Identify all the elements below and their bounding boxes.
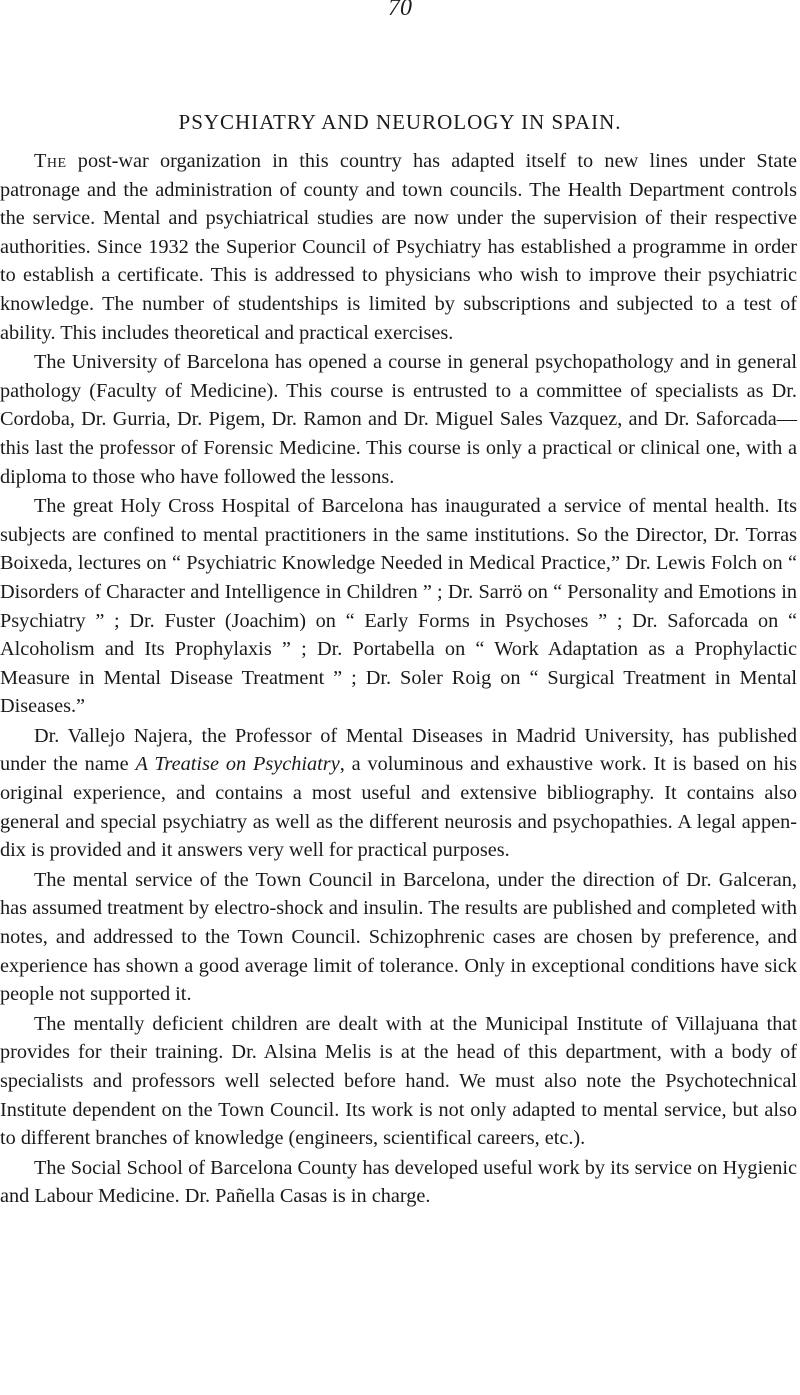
article-body <box>0 147 797 1212</box>
paragraph-text: , a voluminous and exhaustive work. It is based on his original experience, and contains a most useful and extensive bibliography. It contains also general and special psychiatry as well as the different neurosis and psychopathies. A legal appendix is provided and it answers very well for practical purposes. <box>0 753 797 862</box>
paragraph <box>0 147 797 347</box>
paragraph: The great Holy Cross Hospital of Barcelona has inaugurated a service of mental health. Its subjects are confined to mental practitioners in the same institutions. So the Director, Dr. Torras Boixeda, lectures on “ Psychiatric Knowledge Needed in Medical Practice,” Dr. Lewis Folch on “ Disorders of Character and Intelligence in Children ” ; Dr. Sarrö on “ Personality and Emotions in Psychiatry ” ; Dr. Fuster (Joachim) on “ Early Forms in Psychoses ” ; Dr. Saforcada on “ Alcoholism and Its Prophylaxis ” ; Dr. Portabella on “ Work Adaptation as a Prophylactic Measure in Mental Disease Treatment ” ; Dr. Soler Roig on “ Surgical Treatment in Mental Diseases.” <box>0 495 797 718</box>
paragraph: The Social School of Barcelona County has developed useful work by its service on Hygienic and Labour Medicine. Dr. Pañella Casas is in charge. <box>0 1156 797 1208</box>
paragraph: The mental service of the Town Council in Barcelona, under the direction of Dr. Galceran, has assumed treatment by electro-shock and insulin. The results are published and completed with notes, and addressed to the Town Council. Schizophrenic cases are chosen by preference, and experience has shown a good average limit of tolerance. Only in exceptional conditions have sick people not supported it. <box>0 868 797 1006</box>
article-title: PSYCHIATRY AND NEUROLOGY IN SPAIN. <box>178 110 622 134</box>
paragraph: The University of Barcelona has opened a course in general psychopathology and in general pathology (Faculty of Medicine). This course is entrusted to a committee of specialists as Dr. Cordoba, Dr. Gurria, Dr. Pigem, Dr. Ramon and Dr. Miguel Sales Vazquez, and Dr. Saforcada—this last the professor of Forensic Medicine. This course is only a practical or clinical one, with a diploma to those who have followed the lessons. <box>0 351 797 488</box>
paragraph: The mentally deficient children are dealt with at the Municipal Institute of Villajuana that provides for their training. Dr. Alsina Melis is at the head of this department, with a body of specialists and professors well selected before hand. We must also note the Psychotechnical Institute dependent on the Town Council. Its work is not only adapted to mental service, but also to different branches of knowledge (engineers, scientifical careers, etc.). <box>0 1012 797 1150</box>
page-number: 70 <box>388 0 412 21</box>
paragraph-text: post-war organization in this country has adapted itself to new lines under State patronage and the administration of county and town councils. The Health Department controls the service. Mental and psychiatrical studies are now under the supervision of their respective authorities. Since 1932 the Superior Council of Psychiatry has established a programme in order to establish a certificate. This is addressed to physicians who wish to improve their psychiatric knowledge. The number of studentships is limited by subscriptions and subjected to a test of ability. This includes theoretical and practical exercises. <box>0 150 797 344</box>
paragraph-text: Dr. Vallejo Najera, the Professor of Mental Diseases in Madrid University, has published under the name <box>0 724 797 776</box>
book-title: A Treatise on Psychiatry <box>135 753 340 776</box>
paragraph-lead-word: The <box>34 150 67 172</box>
paragraph <box>0 722 797 865</box>
